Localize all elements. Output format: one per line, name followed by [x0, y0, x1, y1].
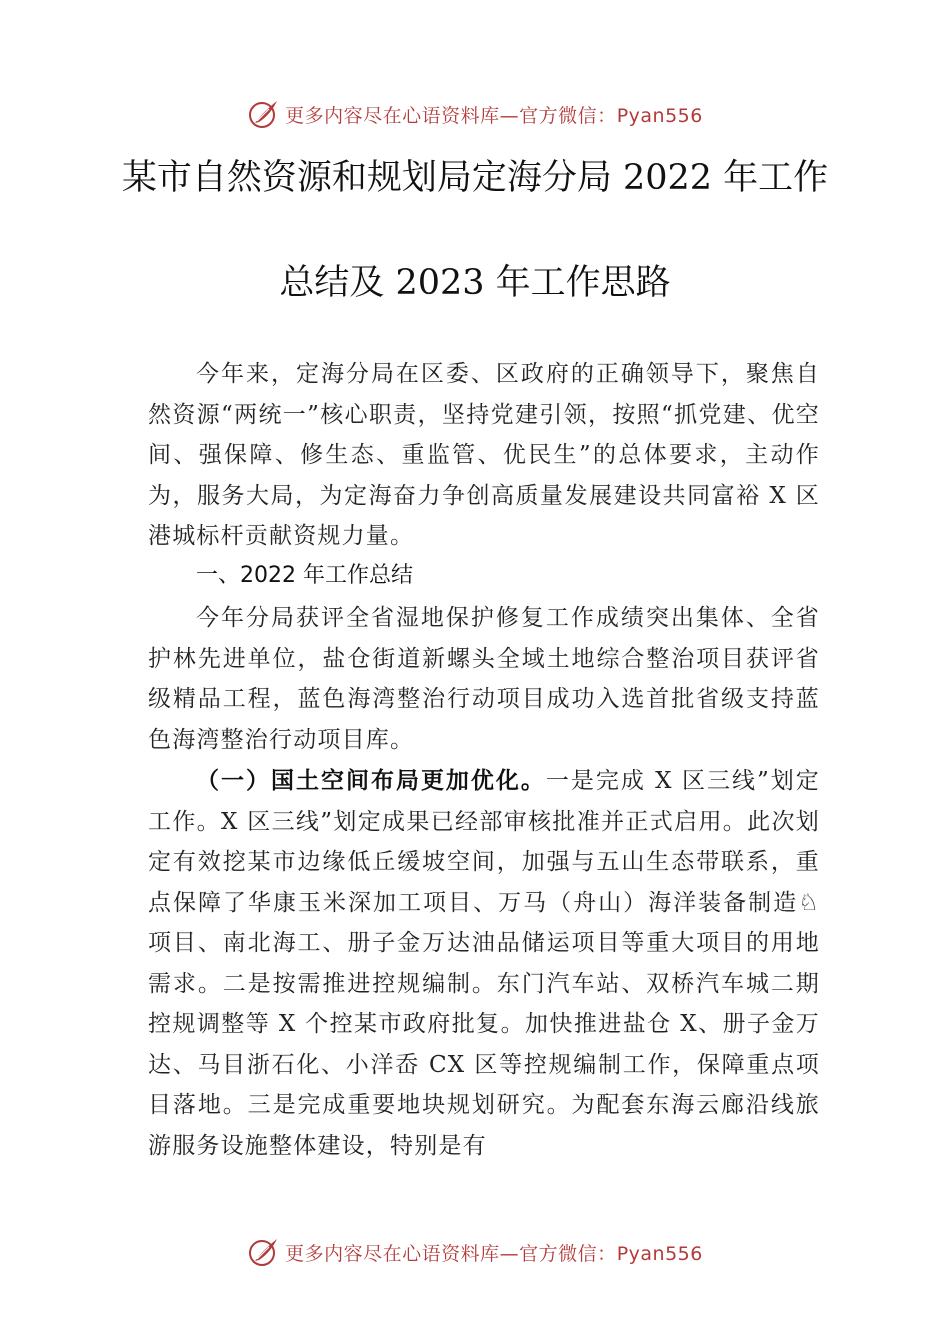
watermark-wechat-label: 官方微信： [519, 1242, 617, 1265]
page-title-line1: 某市自然资源和规划局定海分局 2022 年工作 [121, 158, 829, 198]
watermark-site: 更多内容尽在心语资料库 [285, 1242, 500, 1265]
subsection1-paragraph [148, 761, 820, 1166]
quill-logo-icon [247, 97, 281, 131]
watermark-site: 更多内容尽在心语资料库 [285, 104, 500, 127]
watermark-wechat-id: Pyan556 [616, 104, 703, 127]
quill-logo-icon [247, 1235, 281, 1269]
watermark-text [285, 1239, 703, 1266]
subsection1-label: （一）国土空间布局更加优化。 [196, 767, 546, 794]
watermark-dash: — [499, 1242, 520, 1265]
watermark-dash: — [499, 104, 520, 127]
watermark-banner-top [0, 94, 950, 134]
subsection1-text: 一是完成 X 区三线”划定工作。X 区三线”划定成果已经部审核批准并正式启用。此次划定有效挖某市边缘低丘缓坡空间，加强与五山生态带联系，重点保障了华康玉米深加工项目、万马（舟山）海洋装备制造♘项目、南北海工、册子金万达油品储运项目等重大项目的用地需求。二是按需推进控规编制。东门汽车站、双桥汽车城二期控规调整等 X 个控某市政府批复。加快推进盐仓 X、册子金万达、马目浙石化、小洋岙 CX 区等控规编制工作，保障重点项目落地。三是完成重要地块规划研究。为配套东海云廊沿线旅游服务设施整体建设，特别是有 [148, 768, 820, 1159]
watermark-banner-bottom [0, 1232, 950, 1272]
section1-heading: 一、2022 年工作总结 [196, 563, 413, 588]
page-title-line2: 总结及 2023 年工作思路 [279, 263, 671, 303]
intro-paragraph: 今年来，定海分局在区委、区政府的正确领导下，聚焦自然资源“两统一”核心职责，坚持党建引领，按照“抓党建、优空间、强保障、修生态、重监管、优民生”的总体要求，主动作为，服务大局，为定海奋力争创高质量发展建设共同富裕 X 区港城标杆贡献资规力量。 [148, 361, 820, 549]
watermark-wechat-id: Pyan556 [616, 1242, 703, 1265]
section1-paragraph: 今年分局获评全省湿地保护修复工作成绩突出集体、全省护林先进单位，盐仓街道新螺头全域土地综合整治项目获评省级精品工程，蓝色海湾整治行动项目成功入选首批省级支持蓝色海湾整治行动项目库。 [148, 605, 820, 753]
watermark-wechat-label: 官方微信： [519, 104, 617, 127]
watermark-text [285, 101, 703, 128]
